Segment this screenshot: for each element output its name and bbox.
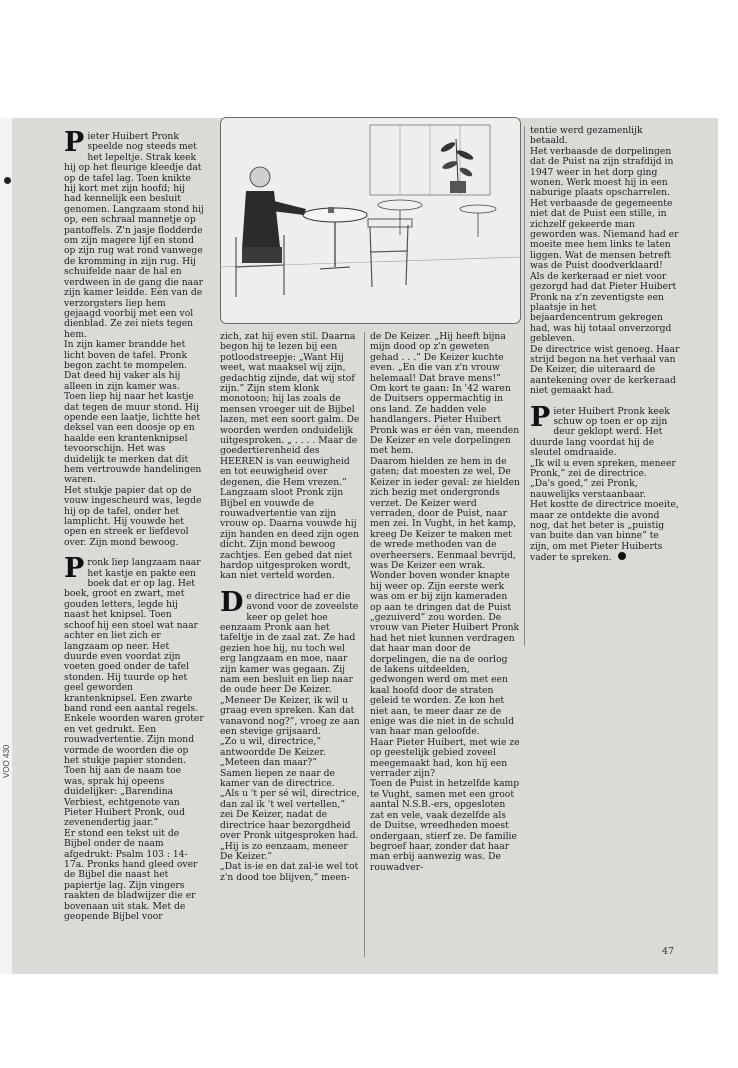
column-4 — [530, 126, 680, 564]
paragraph-text: e directrice had er die avond voor de zoveelste keer op gelet hoe eenzaam Pronk aan het tafeltje in de zaal zat. Ze had gezien hoe hij, nu toch wel erg langzaam en moe, naar zijn kamer was gegaan. Zij nam een besluit en liep naar de oude heer De Keizer. — [220, 590, 359, 696]
paragraph: zich, zat hij even stil. Daarna begon hij te lezen bij een potloodstreepje: „Want Hij weet, wat maaksel wij zijn, gedachtig zijnde, dat wij stof zijn.” Zijn stem klonk monotoon; hij las zoals de mensen vroeger uit de Bijbel lazen, met een soort galm. De woorden werden onduidelijk uitgesproken. „ . . . . Maar de goedertierenheid des HEEREN is van eeuwigheid en tot eeuwigheid over degenen, die Hem vrezen.” Langzaam sloot Pronk zijn Bijbel en vouwde de rouwadvertentie van zijn vrouw op. Daarna vouwde hij zijn handen en deed zijn ogen dicht. Zijn mond bewoog zachtjes. Een gebed dat niet hardop uitgesproken wordt, kan niet verteld worden. — [220, 331, 360, 582]
paragraph: „Dat is-ie en dat zal-ie wel tot z'n dood toe blijven,” meen- — [220, 861, 359, 883]
punch-hole-mark — [4, 177, 11, 184]
paragraph: In zijn kamer brandde het licht boven de tafel. Pronk begon zacht te mompelen. Dat deed hij vaker als hij alleen in zijn kamer was. Toen liep hij naar het kastje dat tegen de muur stond. Hij opende een laatje, lichtte het deksel van een doosje op en haalde een krantenknipsel tevoorschijn. Het was duidelijk te merken dat dit hem vertrouwde handelingen waren. — [64, 339, 202, 486]
side-code: VOO 430 — [2, 744, 11, 778]
paragraph: Daarom hielden ze hem in de gaten; dat moesten ze wel, De Keizer in ieder geval: ze hielden zich bezig met ondergronds verzet. De Keizer werd verraden, door de Puist, naar men zei. In Vught, in het kamp, kreeg De Keizer te maken met de wrede methoden van de overheersers. Eenmaal bevrijd, was De Keizer een wrak. Wonder boven wonder knapte hij weer op. Zijn eerste werk was om er bij zijn kameraden op aan te dringen dat de Puist „gezuiverd” zou worden. De vrouw van Pieter Huibert Pronk had het niet kunnen verdragen dat haar man door de dorpelingen, die na de oorlog de lakens uitdeelden, gedwongen werd om met een kaal hoofd door de straten geleid te worden. Ze kon het niet aan, te meer daar ze de enige was die niet in de schuld van haar man geloofde. — [370, 455, 520, 738]
paragraph — [64, 553, 204, 829]
paragraph: „Da's goed,” zei Pronk, nauwelijks verstaanbaar. — [530, 478, 646, 500]
paragraph — [530, 500, 680, 563]
paragraph: Samen liepen ze naar de kamer van de directrice. — [220, 767, 335, 790]
paragraph-text: ronk liep langzaam naar het kastje en pakte een boek dat er op lag. Het boek, groot en zwart, met gouden letters, legde hij naast het knipsel. Toen schoof hij een stoel wat naar achter en liet zich er langzaam op neer. Het duurde even voordat zijn voeten goed onder de tafel stonden. Hij tuurde op het geel geworden krantenknipsel. Een zwarte band rond een aantal regels. Enkele woorden waren groter en vet gedrukt. Een rouwadvertentie. Zijn mond vormde de woorden die op het stukje papier stonden. Toen hij aan de naam toe was, sprak hij opeens duidelijker: „Barendina Verbiest, echtgenote van Pieter Huibert Pronk, oud zevenendertig jaar.” — [64, 557, 204, 829]
paragraph: Het verbaasde de dorpelingen dat de Puist na zijn strafdijd in 1947 weer in het dorp ging wonen. Werk moest hij in een naburige plaats opscharrelen. Het verbaasde de gegemeente niet dat de Puist een stille, in zichzelf gekeerde man geworden was. Niemand had er moeite mee hem links te laten liggen. Wat de mensen betreft was de Puist doodverklaard! — [530, 145, 679, 272]
end-mark-icon — [618, 552, 626, 560]
column-2 — [220, 332, 360, 883]
drop-cap: P — [64, 127, 85, 158]
paragraph: tentie werd gezamenlijk betaald. — [530, 125, 643, 147]
paragraph: Er stond een tekst uit de Bijbel onder de naam afgedrukt: Psalm 103 : 14-17a. Pronks hand gleed over de Bijbel die naast het papiertje lag. Zijn vingers raakten de bladwijzer die er bovenaan uit stak. Met de geopende Bijbel voor — [64, 827, 198, 923]
paragraph — [220, 586, 360, 696]
column-3 — [370, 332, 520, 873]
drop-cap: P — [530, 401, 551, 433]
page-edge — [0, 118, 12, 974]
paragraph: „Ik wil u even spreken, meneer Pronk,” zei de directrice. — [530, 457, 676, 479]
paragraph: „Zo u wil, directrice,” antwoordde De Keizer. „Meteen dan maar?” — [220, 736, 326, 769]
paragraph: Het stukje papier dat op de vouw ingescheurd was, legde hij op de tafel, onder het lamplicht. Hij vouwde het open en streek er liefdevol over. Zijn mond bewoog. — [64, 484, 202, 548]
paragraph-text: Het kostte de directrice moeite, maar ze ontdekte die avond nog, dat het beter is „puistig van buite dan van binne” te zijn, om met Pieter Huiberts vader te spreken. — [530, 499, 679, 564]
paragraph — [530, 401, 680, 459]
drop-cap: P — [64, 553, 85, 585]
paragraph-text: ieter Huibert Pronk speelde nog steeds met het lepeltje. Strak keek hij op het fleurige kleedje dat op de tafel lag. Toen knikte hij kort met zijn hoofd; hij had kennelijk een besluit genomen. Langzaam stond hij op, een schraal mannetje op pantoffels. Z'n jasje flodderde om zijn magere lijf en stond op zijn rug wat rond vanwege de kromming in zijn rug. Hij schuifelde naar de hal en verdween in de gang die naar zijn kamer leidde. Eén van de verzorgsters liep hem gejaagd voorbij met een vol dienblad. Ze zei niets tegen hem. — [64, 131, 204, 340]
paragraph: de De Keizer. „Hij heeft bijna mijn dood op z'n geweten gehad . . .” De Keizer kuchte even. „En die van z'n vrouw helemaal! Dat brave mens!” Om kort te gaan: In '42 waren de Duitsers oppermachtig in ons land. Ze hadden vele handlangers. Pieter Huibert Pronk was er één van, meenden De Keizer en vele dorpelingen met hem. — [370, 331, 520, 457]
column-rule — [524, 126, 525, 646]
paragraph: De directrice wist genoeg. Haar strijd begon na het verhaal van De Keizer, die uiteraard de aantekening over de kerkeraad niet gemaakt had. — [530, 343, 680, 397]
page-number: 47 — [662, 946, 675, 957]
paragraph: Haar Pieter Huibert, met wie ze op geestelijk gebied zoveel meegemaakt had, kon hij een verrader zijn? — [370, 736, 520, 780]
paragraph: „Als u 't per sé wil, directrice, dan zal ik 't wel vertellen,” zei De Keizer, nadat de directrice haar bezorgdheid over Pronk uitgesproken had. „Hij is zo eenzaam, meneer De Keizer.” — [220, 788, 360, 862]
drop-cap: D — [220, 586, 244, 618]
illustration-man-at-table — [220, 117, 521, 324]
paragraph: Toen de Puist in hetzelfde kamp te Vught, samen met een groot aantal N.S.B.-ers, opgesloten zat en vele, vaak dezelfde als de Duitse, wreedheden moest ondergaan, stierf ze. De familie begroef haar, zonder dat haar man erbij aanwezig was. De rouwadver- — [370, 778, 520, 873]
column-rule — [364, 332, 365, 957]
paragraph: „Meneer De Keizer, ik wil u graag even spreken. Kan dat vanavond nog?”, vroeg ze aan een stevige grijsaard. — [220, 694, 360, 738]
paragraph — [64, 127, 204, 340]
paragraph-text: ieter Huibert Pronk keek schuw op toen er op zijn deur geklopt werd. Het duurde lang voordat hij de sleutel omdraaide. — [530, 405, 670, 459]
column-1 — [64, 127, 204, 923]
paragraph: Als de kerkeraad er niet voor gezorgd had dat Pieter Huibert Pronk na z'n zeventigste een plaatsje in het bejaardencentrum gekregen had, was hij totaal onverzorgd gebleven. — [530, 270, 677, 345]
